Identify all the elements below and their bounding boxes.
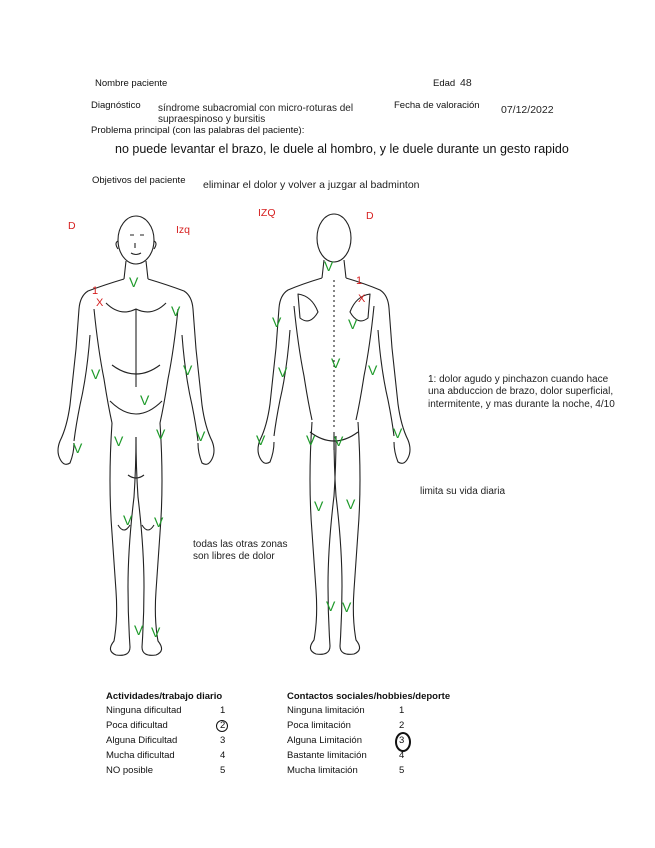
v-mark: V [393, 425, 403, 441]
social-value-4: 4 [399, 750, 405, 761]
v-mark: V [346, 496, 356, 512]
activity-value-3: 3 [220, 735, 226, 746]
free-zones-line2: son libres de dolor [193, 551, 275, 562]
fecha-label: Fecha de valoración [394, 100, 480, 111]
v-mark: V [134, 622, 144, 638]
v-mark: V [123, 512, 133, 528]
v-mark: V [348, 316, 358, 332]
social-option-3: Alguna Limitación [287, 735, 362, 746]
front-right-side-label: D [68, 220, 76, 232]
pain-note-line2: una abduccion de brazo, dolor superficial, [428, 386, 614, 397]
v-mark: V [278, 364, 288, 380]
diagnostico-line1: síndrome subacromial con micro-roturas del [158, 103, 354, 114]
v-mark: V [183, 362, 193, 378]
back-left-side-label: IZQ [258, 207, 276, 219]
v-mark: V [196, 428, 206, 444]
v-mark: V [306, 432, 316, 448]
back-pain-number: 1 [356, 275, 363, 287]
activity-value-4: 4 [220, 750, 226, 761]
activity-value-2: 2 [220, 720, 226, 731]
problema-value: no puede levantar el brazo, le duele al hombro, y le duele durante un gesto rapido [115, 142, 569, 156]
back-pain-x: X [358, 293, 366, 305]
activity-option-1: Ninguna dificultad [106, 705, 182, 716]
v-mark: V [171, 303, 181, 319]
pain-note-line3: intermitente, y mas durante la noche, 4/10 [428, 399, 615, 410]
edad-label: Edad [433, 78, 456, 89]
activity-option-3: Alguna Dificultad [106, 735, 178, 746]
activity-selected-circle [216, 720, 228, 732]
front-body-figure [40, 205, 240, 675]
diagnostico-label: Diagnóstico [91, 100, 141, 111]
social-selected-circle [395, 732, 411, 752]
social-value-5: 5 [399, 765, 405, 776]
diagnostico-line2: supraespinoso y bursitis [158, 114, 266, 125]
v-mark: V [368, 362, 378, 378]
social-option-2: Poca limitación [287, 720, 351, 731]
v-mark: V [91, 366, 101, 382]
v-mark: V [73, 440, 83, 456]
social-value-3: 3 [399, 735, 405, 746]
v-mark: V [326, 598, 336, 614]
v-mark: V [342, 599, 352, 615]
social-option-5: Mucha limitación [287, 765, 358, 776]
edad-value: 48 [460, 77, 472, 89]
limita-note: limita su vida diaria [420, 486, 506, 497]
social-option-1: Ninguna limitación [287, 705, 365, 716]
social-title: Contactos sociales/hobbies/deporte [287, 691, 451, 702]
v-mark: V [154, 514, 164, 530]
activity-value-5: 5 [220, 765, 226, 776]
v-mark: V [334, 433, 344, 449]
v-mark: V [324, 258, 334, 274]
objetivos-value: eliminar el dolor y volver a juzgar al badminton [203, 179, 420, 191]
v-mark: V [272, 314, 282, 330]
problema-label: Problema principal (con las palabras del paciente): [91, 125, 305, 136]
pain-note-line1: 1: dolor agudo y pinchazon cuando hace [428, 374, 609, 385]
objetivos-label: Objetivos del paciente [92, 175, 186, 186]
activities-title: Actividades/trabajo diario [106, 691, 223, 702]
activity-option-5: NO posible [106, 765, 153, 776]
activity-option-2: Poca dificultad [106, 720, 168, 731]
v-mark: V [156, 426, 166, 442]
front-pain-x: X [96, 297, 104, 309]
v-mark: V [256, 432, 266, 448]
social-value-1: 1 [399, 705, 405, 716]
back-right-side-label: D [366, 210, 374, 222]
nombre-label: Nombre paciente [95, 78, 168, 89]
front-pain-number: 1 [92, 285, 99, 297]
v-mark: V [151, 624, 161, 640]
social-option-4: Bastante limitación [287, 750, 367, 761]
activity-option-4: Mucha dificultad [106, 750, 175, 761]
v-mark: V [140, 392, 150, 408]
social-value-2: 2 [399, 720, 405, 731]
v-mark: V [129, 274, 139, 290]
activity-value-1: 1 [220, 705, 226, 716]
fecha-value: 07/12/2022 [501, 104, 554, 116]
v-mark: V [114, 433, 124, 449]
v-mark: V [314, 498, 324, 514]
front-left-side-label: Izq [176, 224, 191, 236]
free-zones-line1: todas las otras zonas [193, 539, 288, 550]
v-mark: V [331, 355, 341, 371]
